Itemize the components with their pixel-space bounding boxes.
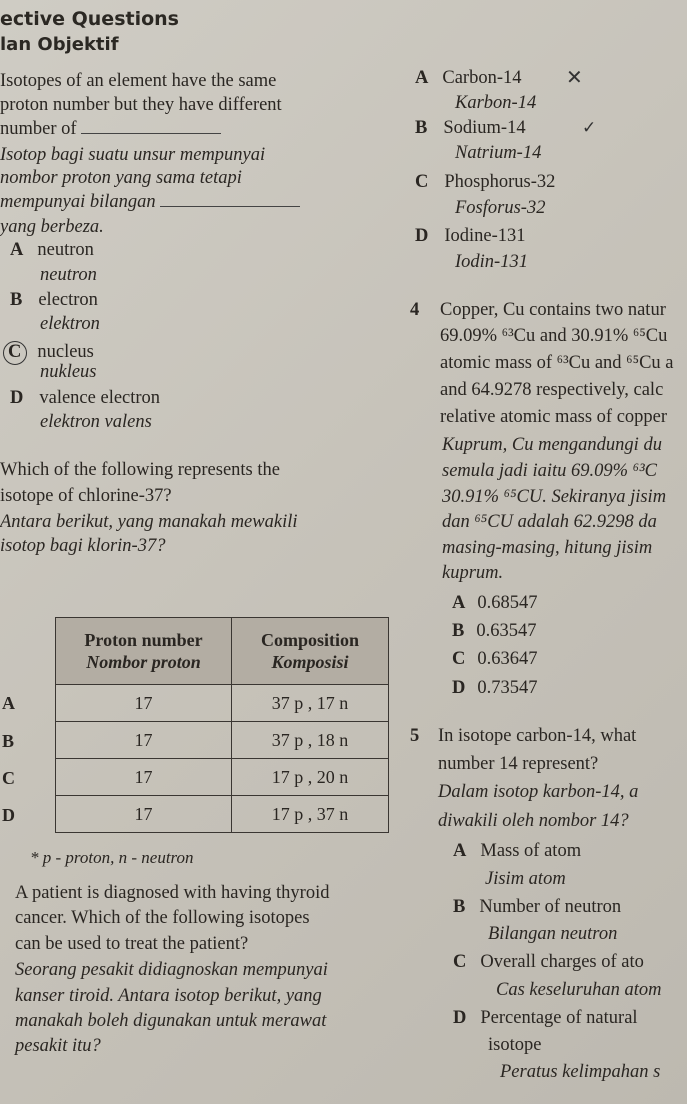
q4-text-ms: dan ⁶⁵CU adalah 62.9298 da (442, 512, 657, 532)
header-en: Proton number (84, 630, 203, 650)
option-text: electron (38, 290, 98, 310)
option-letter: A (453, 841, 467, 861)
option-text: valence electron (39, 388, 161, 408)
q2-text: Which of the following represents the (0, 460, 280, 480)
q2-option-b[interactable]: B (2, 731, 15, 751)
q2-text-ms: isotop bagi klorin-37? (0, 536, 166, 556)
q4-option-a[interactable] (452, 592, 538, 614)
option-letter: A (415, 68, 429, 88)
cell-composition: 17 p , 37 n (232, 796, 389, 833)
option-letter: D (10, 388, 24, 408)
option-text-ms: Fosforus-32 (455, 198, 546, 218)
option-letter: C (453, 952, 467, 972)
q1-text-part: number of (0, 119, 77, 139)
option-text: 0.63547 (476, 621, 537, 641)
option-text-ms: Natrium-14 (455, 143, 542, 163)
header-ms: Komposisi (271, 652, 349, 672)
q3-option-d[interactable] (415, 225, 526, 247)
q2-text-ms: Antara berikut, yang manakah mewakili (0, 512, 298, 532)
option-text-ms: neutron (40, 265, 97, 285)
option-text: 0.63647 (477, 649, 538, 669)
q2-text: isotope of chlorine-37? (0, 486, 172, 506)
q3-text-ms: Seorang pesakit didiagnoskan mempunyai (15, 960, 328, 980)
q1-option-a[interactable] (10, 239, 94, 261)
option-text: Mass of atom (480, 841, 582, 861)
q1-option-c[interactable] (8, 341, 94, 363)
q5-option-c[interactable] (453, 951, 644, 973)
cell-proton: 17 (56, 796, 232, 833)
option-text: Carbon-14 (442, 68, 522, 88)
section-heading: ective Questions (0, 8, 179, 30)
option-text-ms: Peratus kelimpahan s (500, 1062, 661, 1082)
q3-option-b[interactable] (415, 117, 526, 139)
q3-text: can be used to treat the patient? (15, 934, 249, 954)
cell-composition: 17 p , 20 n (232, 759, 389, 796)
option-text: isotope (488, 1035, 542, 1055)
q3-text-ms: kanser tiroid. Antara isotop berikut, yang (15, 986, 322, 1006)
option-letter: B (452, 621, 465, 641)
table-row (56, 685, 389, 722)
tick-mark-icon: ✓ (582, 118, 597, 137)
q1-text-ms: nombor proton yang sama tetapi (0, 168, 242, 188)
isotope-table (55, 617, 389, 833)
q2-option-a[interactable]: A (2, 693, 15, 713)
option-text: neutron (37, 240, 94, 260)
option-text: 0.73547 (477, 678, 538, 698)
table-header (56, 618, 232, 685)
q4-text: and 64.9278 respectively, calc (440, 380, 664, 400)
option-text: Sodium-14 (443, 118, 526, 138)
option-text-ms: Karbon-14 (455, 93, 537, 113)
q3-option-c[interactable] (415, 171, 555, 193)
cell-proton: 17 (56, 722, 232, 759)
option-text: Iodine-131 (444, 226, 526, 246)
cell-composition: 37 p , 17 n (232, 685, 389, 722)
option-text: Overall charges of ato (480, 952, 644, 972)
table-row (56, 759, 389, 796)
cell-composition: 37 p , 18 n (232, 722, 389, 759)
q4-text-ms: Kuprum, Cu mengandungi du (442, 435, 662, 455)
q5-option-b[interactable] (453, 896, 621, 918)
option-letter: D (415, 226, 429, 246)
q5-text: In isotope carbon-14, what (438, 726, 637, 746)
q4-option-c[interactable] (452, 648, 538, 670)
q4-text: 69.09% ⁶³Cu and 30.91% ⁶⁵Cu (440, 326, 668, 346)
q1-text (0, 118, 221, 140)
option-text-ms: nukleus (40, 362, 97, 382)
option-text-ms: elektron (40, 314, 100, 334)
option-text-ms: Cas keseluruhan atom (496, 980, 662, 1000)
q5-text-ms: diwakili oleh nombor 14? (438, 811, 629, 831)
q4-text: Copper, Cu contains two natur (440, 300, 666, 320)
table-footnote: * p - proton, n - neutron (30, 848, 194, 867)
option-text-ms: Bilangan neutron (488, 924, 618, 944)
q1-text: proton number but they have different (0, 95, 282, 115)
q3-option-a[interactable] (415, 67, 522, 89)
q1-option-d[interactable] (10, 387, 160, 409)
option-letter: B (415, 118, 428, 138)
option-text: Phosphorus-32 (444, 172, 556, 192)
q3-text-ms: pesakit itu? (15, 1036, 101, 1056)
q4-number: 4 (410, 300, 420, 320)
option-text: Percentage of natural (480, 1008, 638, 1028)
option-letter: A (10, 240, 24, 260)
q3-text: A patient is diagnosed with having thyroid (15, 883, 330, 903)
q5-option-d[interactable] (453, 1007, 638, 1029)
option-letter: C (8, 342, 22, 362)
option-letter: D (453, 1008, 467, 1028)
q4-text: atomic mass of ⁶³Cu and ⁶⁵Cu a (440, 353, 674, 373)
q1-text-ms (0, 191, 300, 213)
q1-text: Isotopes of an element have the same (0, 71, 277, 91)
answer-blank (81, 133, 221, 134)
option-text: Number of neutron (479, 897, 622, 917)
q4-text: relative atomic mass of copper (440, 407, 668, 427)
q5-text-ms: Dalam isotop karbon-14, a (438, 782, 639, 802)
cross-mark-icon: ✕ (566, 67, 583, 89)
option-letter: B (10, 290, 23, 310)
q2-option-d[interactable]: D (2, 805, 15, 825)
option-letter: C (415, 172, 429, 192)
q1-text-part: mempunyai bilangan (0, 192, 156, 212)
answer-blank (160, 206, 300, 207)
header-ms: Nombor proton (86, 652, 201, 672)
q4-option-b[interactable] (452, 620, 536, 642)
option-text: nucleus (37, 342, 94, 362)
option-letter: A (452, 593, 466, 613)
q3-text: cancer. Which of the following isotopes (15, 908, 310, 928)
q1-text-ms: yang berbeza. (0, 217, 104, 237)
option-letter: B (453, 897, 466, 917)
table-row (56, 796, 389, 833)
option-text-ms: Jisim atom (485, 869, 566, 889)
q4-text-ms: masing-masing, hitung jisim (442, 538, 653, 558)
q4-text-ms: semula jadi iaitu 69.09% ⁶³C (442, 461, 657, 481)
option-letter: D (452, 678, 466, 698)
q1-text-ms: Isotop bagi suatu unsur mempunyai (0, 145, 266, 165)
option-text: 0.68547 (477, 593, 538, 613)
q2-option-c[interactable]: C (2, 768, 15, 788)
q4-text-ms: kuprum. (442, 563, 504, 583)
q5-number: 5 (410, 726, 420, 746)
cell-proton: 17 (56, 759, 232, 796)
q1-option-b[interactable] (10, 289, 98, 311)
cell-proton: 17 (56, 685, 232, 722)
q5-text: number 14 represent? (438, 754, 599, 774)
q5-option-a[interactable] (453, 840, 581, 862)
option-letter: C (452, 649, 466, 669)
header-en: Composition (260, 630, 359, 650)
option-text-ms: Iodin-131 (455, 252, 528, 272)
option-text-ms: elektron valens (40, 412, 152, 432)
table-header (232, 618, 389, 685)
q4-text-ms: 30.91% ⁶⁵CU. Sekiranya jisim (442, 487, 667, 507)
section-subheading: lan Objektif (0, 34, 119, 55)
q4-option-d[interactable] (452, 677, 538, 699)
q3-text-ms: manakah boleh digunakan untuk merawat (15, 1011, 327, 1031)
table-row (56, 722, 389, 759)
